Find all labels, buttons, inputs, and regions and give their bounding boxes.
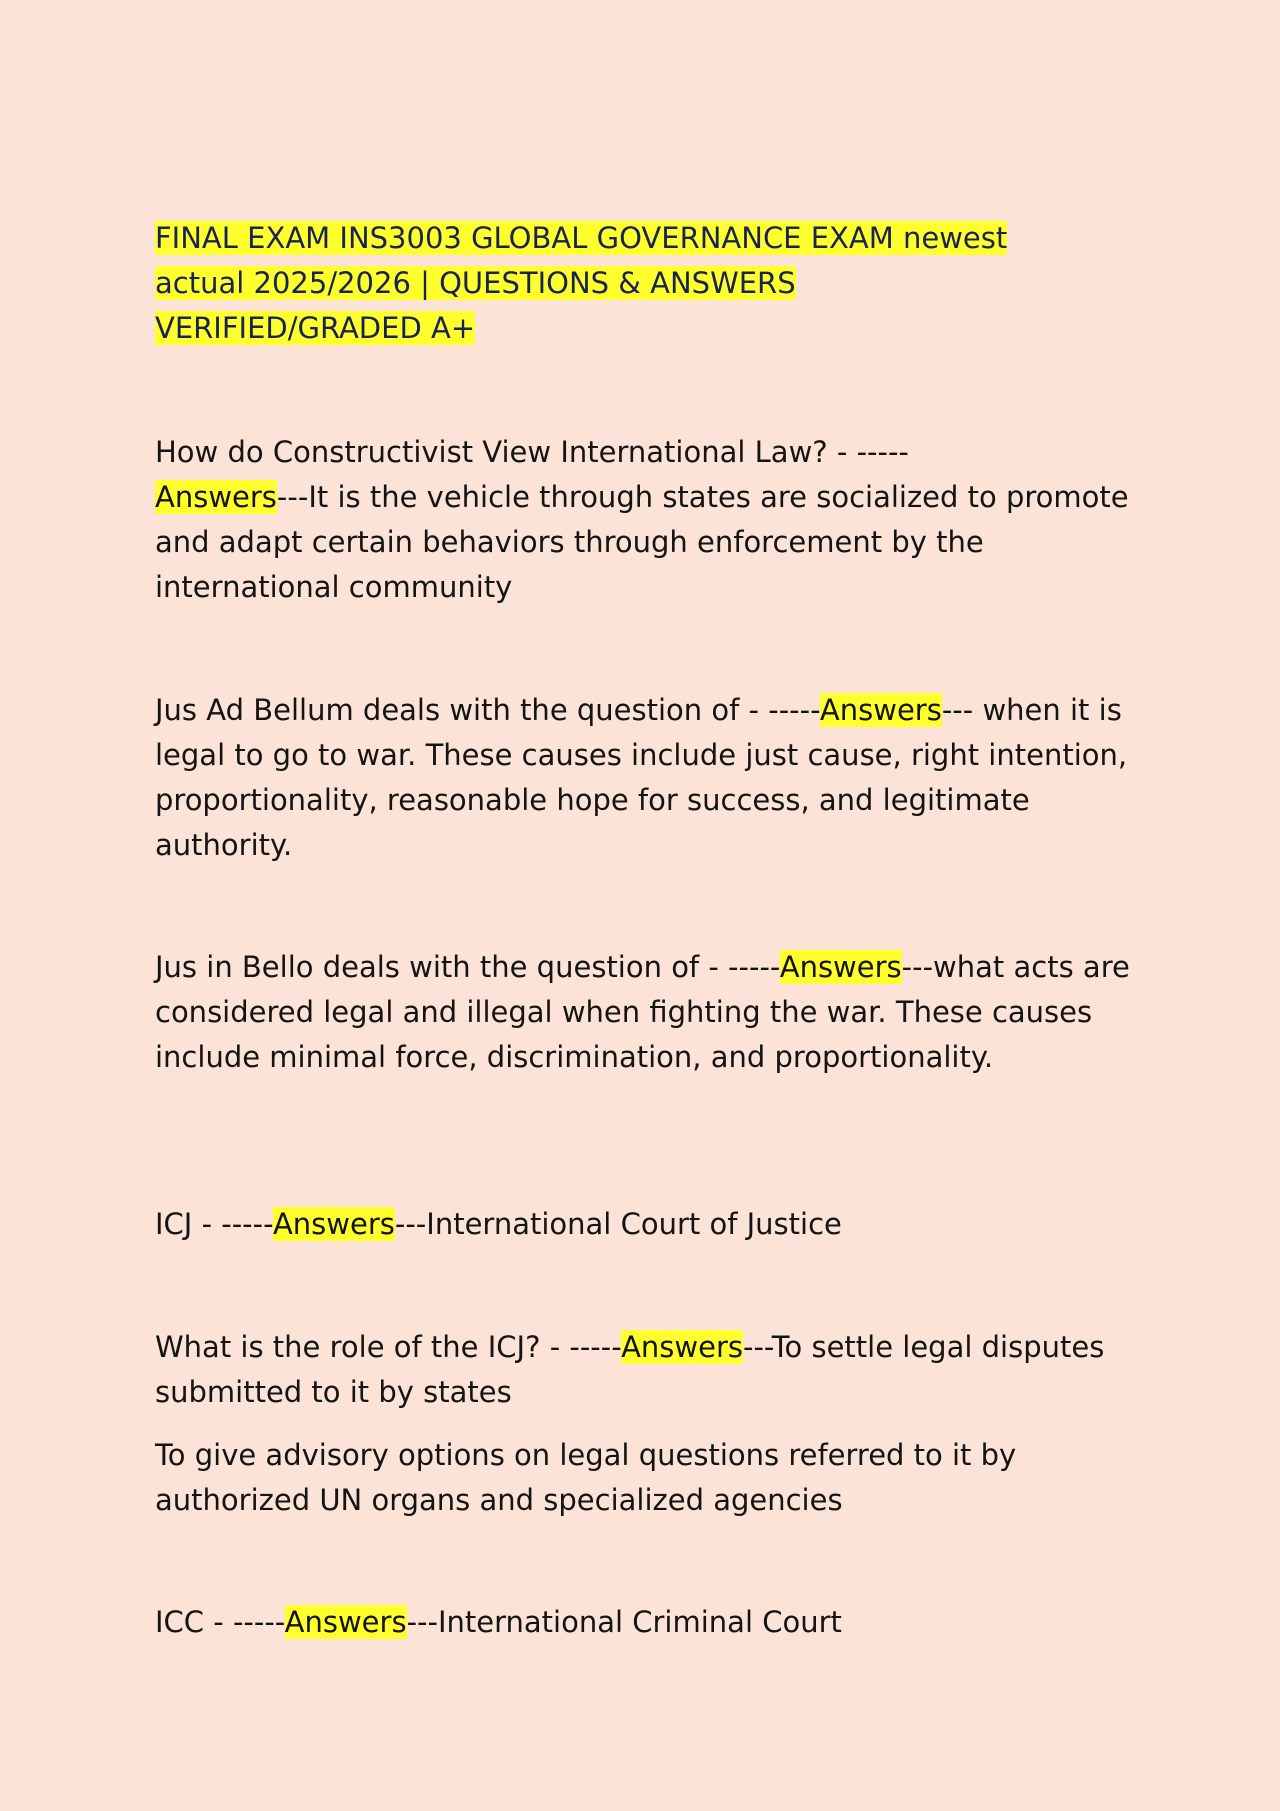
answer-text: ---To settle legal disputes submitted to it by states (155, 1330, 1105, 1409)
qa-item-icc (155, 1600, 1135, 1645)
title-line-2: actual 2025/2026 | QUESTIONS & ANSWERS (155, 266, 796, 300)
question-text: How do Constructivist View International Law? - ----- (155, 435, 909, 469)
question-text: ICJ - ----- (155, 1207, 273, 1241)
answer-extra-text: To give advisory options on legal questions referred to it by authorized UN organs and specialized agencies (155, 1438, 1017, 1517)
question-text: Jus Ad Bellum deals with the question of - ----- (155, 693, 820, 727)
document-title (155, 216, 1115, 351)
answers-label: Answers (272, 1207, 395, 1241)
answers-label: Answers (819, 693, 942, 727)
qa-item-constructivist (155, 430, 1135, 610)
title-line-3: VERIFIED/GRADED A+ (155, 311, 476, 345)
answers-label: Answers (621, 1330, 743, 1364)
qa-item-icj-role-extra (155, 1433, 1135, 1523)
question-text: ICC - ----- (155, 1605, 285, 1639)
question-text: Jus in Bello deals with the question of - ----- (155, 950, 780, 984)
qa-item-jus-in-bello (155, 945, 1135, 1080)
question-text: What is the role of the ICJ? - ----- (155, 1330, 622, 1364)
answer-text: ---International Court of Justice (394, 1207, 842, 1241)
qa-item-icj (155, 1202, 1135, 1247)
answers-label: Answers (779, 950, 902, 984)
qa-item-jus-ad-bellum (155, 688, 1135, 868)
answers-label: Answers (155, 480, 277, 514)
answer-text: --- when it is legal to go to war. These causes include just cause, right intention, proportionality, reasonable hope for success, and legitimate authority. (155, 693, 1128, 862)
title-line-1: FINAL EXAM INS3003 GLOBAL GOVERNANCE EXAM newest (155, 221, 1008, 255)
answers-label: Answers (284, 1605, 407, 1639)
answer-text: ---It is the vehicle through states are socialized to promote and adapt certain behaviors through enforcement by the international community (155, 480, 1129, 604)
qa-item-icj-role (155, 1325, 1135, 1415)
answer-text: ---International Criminal Court (406, 1605, 842, 1639)
answer-text: ---what acts are considered legal and illegal when fighting the war. These causes include minimal force, discrimination, and proportionality. (155, 950, 1130, 1074)
